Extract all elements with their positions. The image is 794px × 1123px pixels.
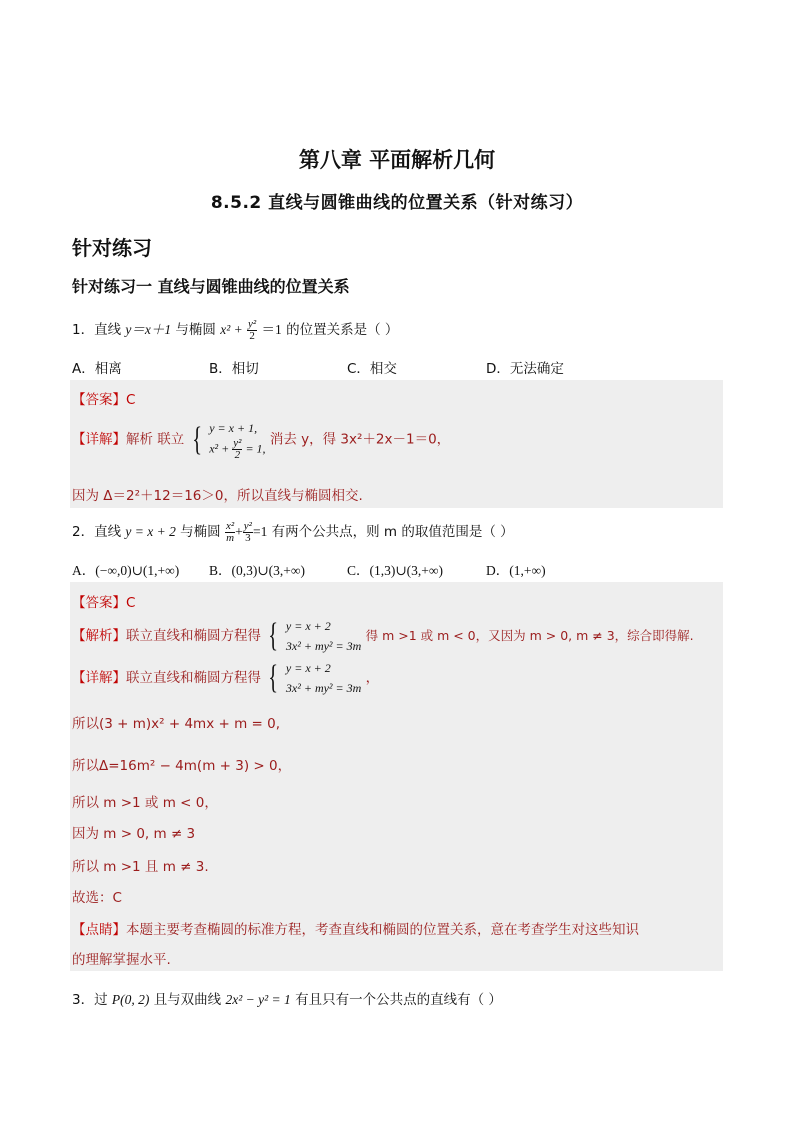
system-brace: {: [268, 659, 279, 696]
q2-number: 2．直线: [72, 524, 122, 540]
analysis-text: 联立直线和椭圆方程得: [126, 628, 261, 644]
q2-system-a: y = x + 2 3x² + my² = 3m: [285, 619, 362, 653]
q2-tail: 有两个公共点，则 m 的取值范围是（ ）: [271, 524, 514, 540]
q2-detail: [72, 658, 379, 698]
question-1: [72, 318, 398, 342]
analysis-label: 【解析】: [72, 628, 126, 644]
q1-system-line-1: y = x + 1,: [209, 421, 258, 435]
answer-label: 【答案】: [72, 595, 126, 611]
q1-system: [209, 418, 265, 461]
q1-answer: [72, 388, 135, 408]
q2-step-a: 所以(3 + m)x² + 4mx + m = 0,: [72, 716, 281, 732]
q1-ellipse-part: x² +: [220, 322, 243, 337]
detail-text: 解析 联立: [126, 431, 185, 448]
answer-value: C: [126, 392, 136, 408]
answer-label: 【答案】: [72, 392, 126, 408]
q1-line-equation: y＝x＋1: [125, 322, 172, 337]
remark-line-1: 本题主要考查椭圆的标准方程，考查直线和椭圆的位置关系，意在考查学生对这些知识: [126, 922, 639, 938]
answer-value: C: [126, 595, 136, 611]
q2-mid: 与椭圆: [180, 524, 221, 540]
q2-option-d: D．(1,+∞): [486, 563, 546, 578]
q2-line-equation: y = x + 2: [125, 524, 176, 539]
q3-mid: 且与双曲线: [153, 992, 222, 1008]
question-2: [72, 520, 514, 544]
detail-label: 【详解】: [72, 670, 126, 686]
q2-option-b: B．(0,3)∪(3,+∞): [209, 563, 306, 578]
q2-fraction-1: $\frac{\text{x²}}{m}$: [225, 519, 235, 544]
q1-because: 因为 Δ＝2²＋12＝16＞0，所以直线与椭圆相交.: [72, 488, 363, 504]
q2-system-b: y = x + 2 3x² + my² = 3m: [285, 661, 362, 695]
q1-option-a: A．相离: [72, 361, 122, 377]
subheading: 针对练习一 直线与圆锥曲线的位置关系: [72, 277, 350, 296]
detail-label: 【详解】: [72, 431, 126, 448]
q2-step-c: 所以 m >1 或 m < 0，: [72, 795, 218, 811]
q3-number: 3．过: [72, 992, 108, 1008]
q2-plus: +: [235, 524, 243, 539]
q2-fraction-2: $\frac{\text{y²}}{3}$: [243, 519, 252, 544]
q2-rhs: =1: [252, 524, 268, 539]
q2-choose: 故选：C: [72, 890, 122, 906]
chapter-title: 第八章 平面解析几何: [298, 148, 496, 172]
heading: 针对练习: [72, 236, 152, 260]
q2-remark-line-2: 的理解掌握水平.: [72, 952, 171, 968]
detail-text: 联立直线和椭圆方程得: [126, 670, 261, 686]
system-brace: {: [191, 420, 202, 458]
detail-tail: ，: [365, 670, 380, 686]
q1-mid: 与椭圆: [175, 322, 216, 338]
q1-detail: [72, 418, 450, 461]
q1-option-b: B．相切: [209, 361, 259, 377]
q1-tail: 的位置关系是（ ）: [286, 322, 399, 338]
q2-option-a: A．(−∞,0)∪(1,+∞): [72, 563, 180, 578]
q2-step-b: 所以Δ=16m² − 4m(m + 3) > 0，: [72, 758, 292, 774]
q2-analysis: [72, 616, 694, 656]
q1-option-d: D．无法确定: [486, 361, 564, 377]
section-title: 8.5.2 直线与圆锥曲线的位置关系（针对练习）: [210, 193, 584, 213]
q2-answer: [72, 591, 135, 611]
q3-hyperbola: 2x² − y² = 1: [225, 992, 291, 1007]
q3-tail: 有且只有一个公共点的直线有（ ）: [295, 992, 502, 1008]
remark-label: 【点睛】: [72, 922, 126, 938]
q1-eliminate: 消去 y，得 3x²＋2x－1＝0，: [269, 431, 451, 448]
q1-fraction: $\frac{\text{y²}}{2}$: [248, 317, 257, 342]
q3-point: P(0, 2): [111, 992, 150, 1007]
q1-number: 1．直线: [72, 322, 122, 338]
q1-system-line-2: x² + $\frac{\text{y²}}{2}$ = 1,: [209, 437, 266, 461]
system-brace: {: [268, 617, 279, 654]
q1-option-c: C．相交: [347, 361, 397, 377]
q2-step-e: 所以 m >1 且 m ≠ 3.: [72, 859, 209, 875]
q2-option-c: C．(1,3)∪(3,+∞): [347, 563, 444, 578]
q2-remark: [72, 918, 639, 938]
q2-step-d: 因为 m > 0, m ≠ 3: [72, 826, 196, 842]
question-3: [72, 988, 502, 1008]
analysis-tail: 得 m >1 或 m < 0，又因为 m > 0, m ≠ 3，综合即得解.: [365, 628, 694, 643]
q1-ellipse-rhs: ＝1: [261, 322, 282, 337]
